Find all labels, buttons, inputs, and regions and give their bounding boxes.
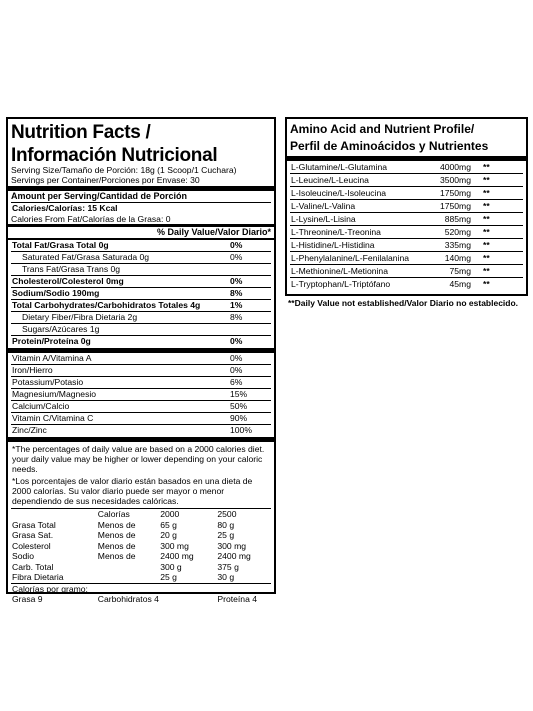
vitamin-row	[11, 376, 271, 388]
vitamin-label: Iron/Hierro	[12, 365, 53, 375]
amino-name: L-Lysine/L-Lisina	[291, 214, 356, 224]
calories-label: Calories/Calorías: 15 Kcal	[12, 203, 118, 213]
nutrient-value	[230, 324, 270, 335]
nutrition-facts-panel	[6, 117, 276, 604]
table-cell: 65 g	[160, 519, 177, 530]
table-row	[11, 530, 271, 541]
table-cell: 300 mg	[217, 540, 247, 551]
nutrient-label: Dietary Fiber/Fibra Dietaria 2g	[22, 312, 138, 322]
nutrient-value: 8%	[230, 288, 243, 298]
amino-dv: **	[483, 162, 490, 172]
nutrient-row	[11, 263, 271, 275]
nutrient-value: 0%	[230, 336, 243, 346]
amino-row	[290, 186, 523, 199]
calories-per-gram-values	[11, 594, 271, 605]
vitamin-label: Zinc/Zinc	[12, 425, 47, 435]
nutrient-list	[11, 240, 271, 347]
amino-amount: 140mg	[444, 253, 471, 263]
serving-size: Serving Size/Tamaño de Porción: 18g (1 Scoop/1 Cuchara)	[11, 165, 237, 175]
nutrient-row	[11, 287, 271, 299]
nutrient-value	[230, 264, 270, 275]
table-cell	[11, 509, 97, 520]
nutrient-row	[11, 240, 271, 251]
nutrient-value: 0%	[230, 252, 243, 262]
nutrient-label: Trans Fat/Grasa Trans 0g	[22, 264, 121, 274]
table-cell: 25 g	[217, 530, 235, 540]
vitamin-label: Potassium/Potasio	[12, 377, 84, 387]
table-cell: Fibra Dietaria	[12, 572, 64, 582]
nutrient-row	[11, 275, 271, 287]
table-cell: Grasa Sat.	[12, 530, 54, 540]
amino-row	[290, 161, 523, 173]
vitamin-value: 0%	[230, 365, 243, 375]
servings-per-container: Servings per Container/Porciones por Envase: 30	[11, 175, 200, 185]
vitamin-value: 90%	[230, 413, 248, 423]
vitamin-value: 0%	[230, 353, 243, 363]
amino-name: L-Leucine/L-Leucina	[291, 175, 369, 185]
amino-row	[290, 251, 523, 264]
nutrient-value: 0%	[230, 240, 243, 250]
calorie-table-header	[11, 509, 271, 520]
amino-dv: **	[483, 240, 490, 250]
nutrient-row	[11, 335, 271, 347]
nutrient-label: Cholesterol/Colesterol 0mg	[12, 276, 124, 286]
nutrient-row	[11, 299, 271, 311]
amino-row	[290, 173, 523, 186]
amino-row	[290, 199, 523, 212]
amino-amount: 520mg	[444, 227, 471, 237]
table-cell: 375 g	[217, 561, 239, 572]
table-cell: 300 g	[160, 561, 182, 572]
nutrient-row	[11, 251, 271, 263]
calories-from-fat: Calories From Fat/Calorías de la Grasa: 0	[11, 214, 171, 224]
amino-name: L-Valine/L-Valina	[291, 201, 356, 211]
nutrient-label: Saturated Fat/Grasa Saturada 0g	[22, 252, 150, 262]
table-row	[11, 562, 271, 573]
calories-row	[11, 202, 271, 214]
table-cell: Menos de	[97, 540, 136, 551]
amino-name: L-Methionine/L-Metionina	[291, 266, 388, 276]
table-cell: 2500	[216, 509, 271, 520]
nutrient-label: Total Carbohydrates/Carbohidratos Totales 4g	[12, 300, 201, 310]
calorie-table-body	[11, 520, 271, 584]
nutrition-title-line2: Información Nutricional	[11, 145, 218, 166]
amino-name: L-Tryptophan/L-Triptófano	[291, 279, 391, 289]
table-cell: Menos de	[97, 530, 136, 540]
amino-amount: 75mg	[449, 266, 471, 276]
table-cell: Sodio	[12, 551, 34, 561]
vitamin-value: 50%	[230, 401, 248, 411]
table-cell	[97, 562, 159, 573]
amino-footnote: **Daily Value not established/Valor Diario no establecido.	[288, 298, 519, 308]
amino-name: L-Phenylalanine/L-Fenilalanina	[291, 253, 410, 263]
nutrient-label: Sugars/Azúcares 1g	[22, 324, 100, 334]
vitamin-value: 6%	[230, 377, 243, 387]
amino-row	[290, 264, 523, 277]
table-cell: 20 g	[160, 530, 177, 540]
table-cell: 2400 mg	[160, 551, 194, 561]
amino-name: L-Glutamine/L-Glutamina	[291, 162, 388, 172]
amino-dv: **	[483, 201, 490, 211]
table-cell: Calorías	[97, 509, 159, 520]
nutrition-title-line1: Nutrition Facts /	[11, 122, 151, 143]
vitamin-label: Magnesium/Magnesio	[12, 389, 97, 399]
table-cell: Carb. Total	[12, 561, 54, 572]
amino-amount: 1750mg	[439, 188, 471, 198]
vitamin-list	[11, 353, 271, 436]
amino-row	[290, 212, 523, 225]
table-cell: Colesterol	[12, 540, 51, 551]
amino-dv: **	[483, 227, 490, 237]
amino-title-line2: Perfil de Aminoácidos y Nutrientes	[290, 139, 489, 153]
amount-header: Amount per Serving/Cantidad de Porción	[11, 191, 188, 201]
calories-per-gram-row	[11, 583, 271, 594]
nutrient-row	[11, 323, 271, 335]
amino-amount: 335mg	[444, 240, 471, 250]
amino-dv: **	[483, 266, 490, 276]
table-cell: 2400 mg	[217, 551, 251, 561]
table-cell: Menos de	[97, 519, 136, 530]
calorie-reference-table	[11, 508, 271, 605]
footnote-english: *The percentages of daily value are based on a 2000 calories diet. your daily value may be higher or lower depending on your caloric needs.	[12, 444, 265, 474]
amino-amount: 3500mg	[439, 175, 471, 185]
table-cell: Grasa Total	[12, 519, 56, 530]
table-row	[11, 520, 271, 531]
amino-row	[290, 225, 523, 238]
amino-dv: **	[483, 253, 490, 263]
table-row	[11, 541, 271, 552]
vitamin-row	[11, 424, 271, 436]
table-row	[11, 572, 271, 583]
footnote-spanish: *Los porcentajes de valor diario están basados en una dieta de 2000 calorías. Su valor diario puede ser mayor o menor dependiendo de sus necesidades calóricas.	[12, 476, 253, 506]
nutrient-value: 1%	[230, 300, 243, 310]
calories-per-gram-label: Calorías por gramo:	[11, 583, 271, 594]
amino-dv: **	[483, 175, 490, 185]
amino-amount: 45mg	[449, 279, 471, 289]
amino-amount: 1750mg	[439, 201, 471, 211]
table-cell: 2000	[159, 509, 216, 520]
vitamin-row	[11, 353, 271, 364]
amino-name: L-Threonine/L-Treonina	[291, 227, 381, 237]
vitamin-label: Calcium/Calcio	[12, 401, 70, 411]
vitamin-row	[11, 412, 271, 424]
nutrient-label: Sodium/Sodio 190mg	[12, 288, 100, 298]
vitamin-value: 100%	[230, 425, 252, 435]
vitamin-label: Vitamin A/Vitamina A	[12, 353, 92, 363]
table-cell: 80 g	[217, 519, 235, 530]
vitamin-row	[11, 388, 271, 400]
amino-name: L-Histidine/L-Histidina	[291, 240, 375, 250]
daily-value-header: % Daily Value/Valor Diario*	[156, 227, 271, 237]
amino-row	[290, 277, 523, 290]
amino-row	[290, 238, 523, 251]
amino-name: L-Isoleucine/L-Isoleucina	[291, 188, 387, 198]
amino-amount: 4000mg	[439, 162, 471, 172]
vitamin-value: 15%	[230, 389, 248, 399]
amino-title-line1: Amino Acid and Nutrient Profile/	[290, 122, 475, 136]
table-cell: Grasa 9	[12, 594, 43, 604]
amino-dv: **	[483, 279, 490, 289]
amino-dv: **	[483, 214, 490, 224]
vitamin-row	[11, 400, 271, 412]
table-cell	[97, 572, 159, 583]
table-cell: 25 g	[160, 572, 177, 582]
nutrient-row	[11, 311, 271, 323]
nutrient-value: 0%	[230, 276, 243, 286]
vitamin-label: Vitamin C/Vitamina C	[12, 413, 94, 423]
amino-list	[290, 161, 523, 290]
nutrient-value: 8%	[230, 312, 243, 322]
nutrient-label: Total Fat/Grasa Total 0g	[12, 240, 109, 250]
table-cell: Carbohidratos 4	[97, 594, 159, 604]
table-cell: 300 mg	[160, 540, 189, 551]
table-row	[11, 551, 271, 562]
vitamin-row	[11, 364, 271, 376]
amino-dv: **	[483, 188, 490, 198]
table-cell: Menos de	[97, 551, 136, 561]
nutrient-label: Protein/Proteína 0g	[12, 336, 91, 346]
amino-acid-panel	[285, 117, 528, 296]
table-cell: 30 g	[217, 572, 235, 582]
amino-amount: 885mg	[444, 214, 471, 224]
table-cell: Proteína 4	[217, 594, 258, 604]
